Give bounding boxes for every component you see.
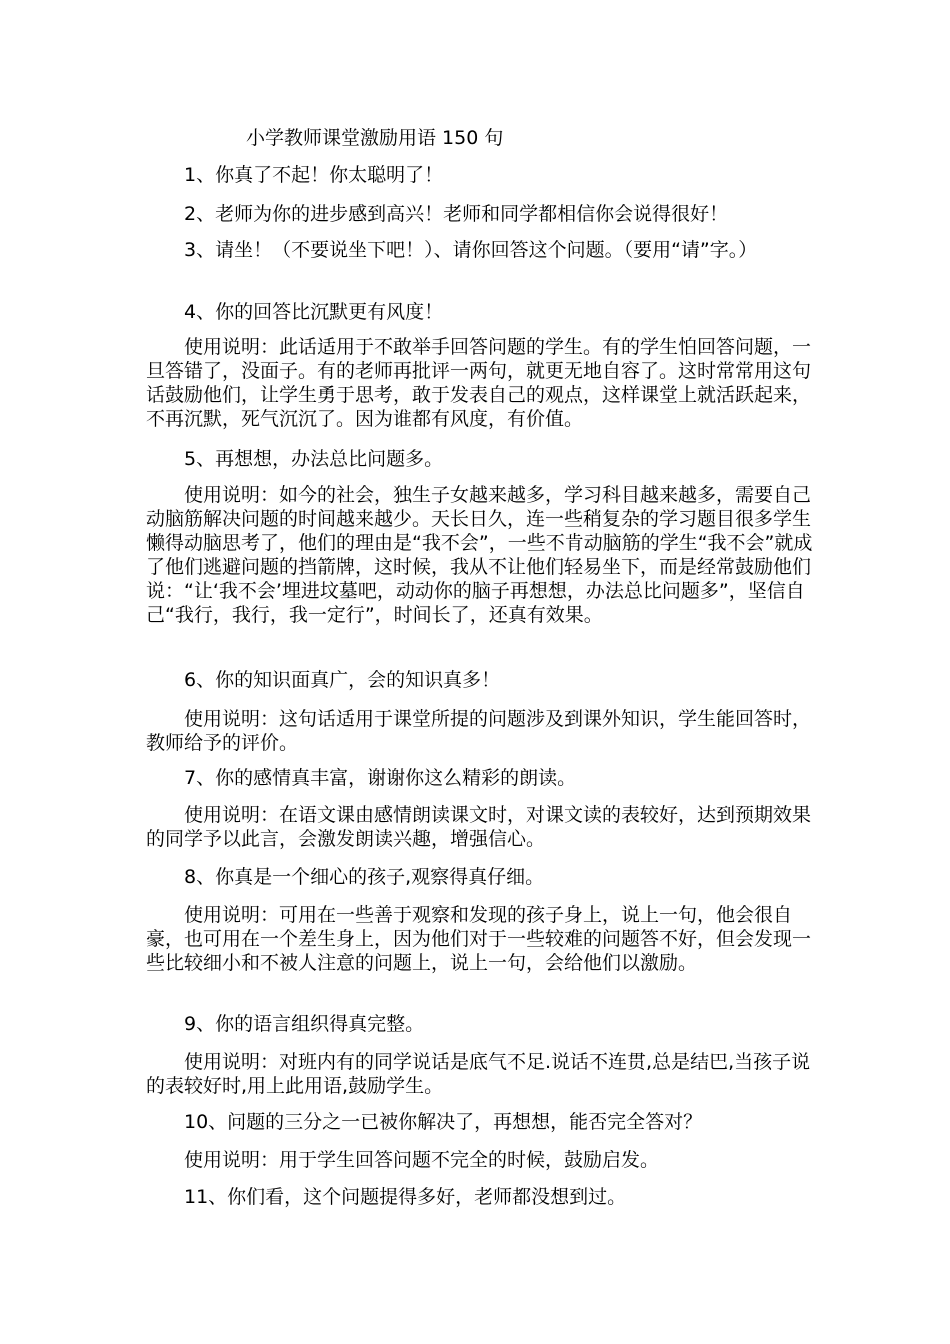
usage-note-4: 使用说明：此话适用于不敢举手回答问题的学生。有的学生怕回答问题，一旦答错了，没面子。有的老师再批评一两句，就更无地自容了。这时常常用这句话鼓励他们，让学生勇于思考，敢于发表自己的观点，这样课堂上就活跃起来，不再沉默，死气沉沉了。因为谁都有风度，有价值。 [146, 336, 812, 430]
usage-note-8: 使用说明：可用在一些善于观察和发现的孩子身上，说上一句，他会很自豪，也可用在一个差生身上，因为他们对于一些较难的问题答不好，但会发现一些比较细小和不被人注意的问题上，说上一句，会给他们以激励。 [146, 904, 812, 974]
usage-note-10: 使用说明：用于学生回答问题不完全的时候，鼓励启发。 [184, 1149, 660, 1171]
item-1: 1、你真了不起！你太聪明了！ [184, 164, 444, 186]
item-11: 11、你们看，这个问题提得多好，老师都没想到过。 [184, 1186, 627, 1208]
item-6: 6、你的知识面真广，会的知识真多！ [184, 669, 501, 691]
item-2: 2、老师为你的进步感到高兴！老师和同学都相信你会说得很好！ [184, 203, 729, 225]
document-title: 小学教师课堂激励用语 150 句 [246, 127, 504, 149]
item-7: 7、你的感情真丰富，谢谢你这么精彩的朗读。 [184, 767, 577, 789]
usage-note-7: 使用说明：在语文课由感情朗读课文时，对课文读的表较好，达到预期效果的同学予以此言，会激发朗读兴趣，增强信心。 [146, 804, 812, 850]
usage-note-9: 使用说明：对班内有的同学说话是底气不足.说话不连贯,总是结巴,当孩子说的表较好时,用上此用语,鼓励学生。 [146, 1051, 811, 1097]
usage-note-6: 使用说明：这句话适用于课堂所提的问题涉及到课外知识，学生能回答时，教师给予的评价。 [146, 708, 812, 754]
item-8: 8、你真是一个细心的孩子,观察得真仔细。 [184, 866, 545, 888]
item-10: 10、问题的三分之一已被你解决了，再想想，能否完全答对？ [184, 1111, 703, 1133]
item-5: 5、再想想，办法总比问题多。 [184, 448, 444, 470]
item-3: 3、请坐！（不要说坐下吧！）、请你回答这个问题。（要用“请”字。） [184, 239, 758, 261]
item-4: 4、你的回答比沉默更有风度！ [184, 301, 444, 323]
item-9: 9、你的语言组织得真完整。 [184, 1013, 425, 1035]
usage-note-5: 使用说明：如今的社会，独生子女越来越多，学习科目越来越多，需要自己动脑筋解决问题的时间越来越少。天长日久，连一些稍复杂的学习题目很多学生懒得动脑思考了，他们的理由是“我不会”，一些不肯动脑筋的学生“我不会”就成了他们逃避问题的挡箭牌，这时候，我从不让他们轻易坐下，而是经常鼓励他们说：“让‘我不会’埋进坟墓吧，动动你的脑子再想想，办法总比问题多”，坚信自己“我行，我行，我一定行”，时间长了，还真有效果。 [146, 484, 813, 626]
